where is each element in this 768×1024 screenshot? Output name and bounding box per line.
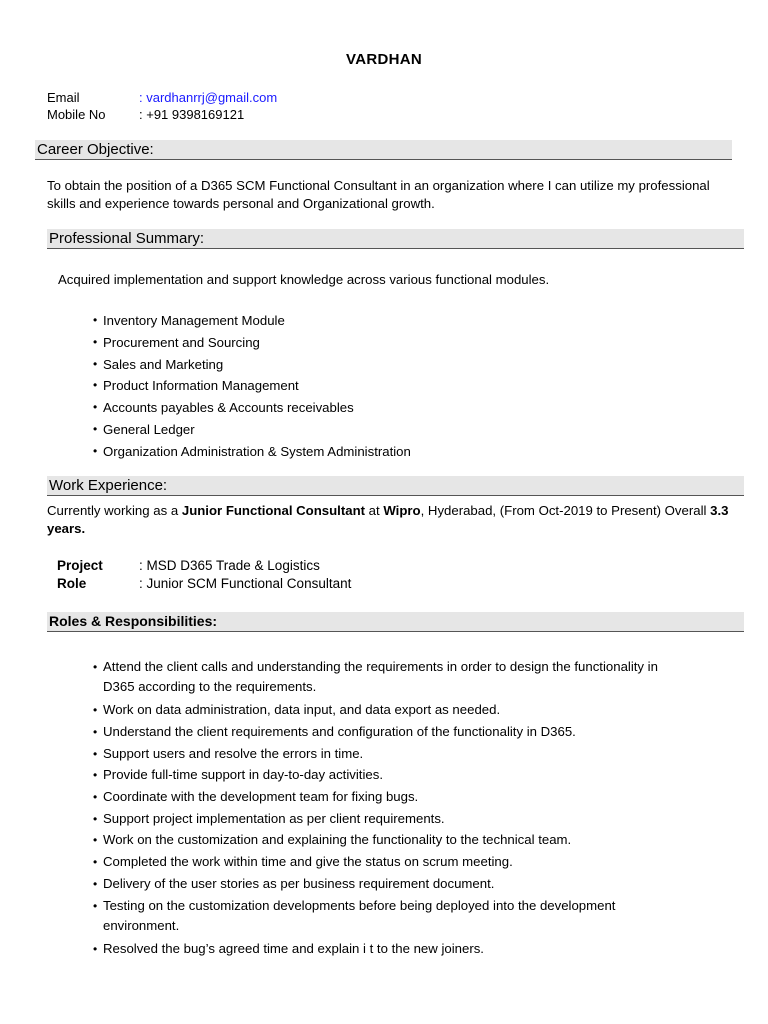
mobile-value: : +91 9398169121	[139, 107, 245, 122]
responsibilities-list	[57, 657, 677, 959]
list-item: • Accounts payables & Accounts receivables	[57, 397, 697, 419]
list-item: • Sales and Marketing	[57, 354, 697, 376]
list-item: • Organization Administration & System Administration	[57, 441, 697, 463]
email-row	[47, 90, 277, 105]
list-item: • Coordinate with the development team for fixing bugs.	[57, 787, 677, 807]
work-role-title: Junior Functional Consultant	[181, 503, 366, 518]
project-row	[57, 558, 320, 573]
roles-heading: Roles & Responsibilities:	[47, 612, 744, 632]
list-item: • Product Information Management	[57, 375, 697, 397]
work-experience-summary	[47, 502, 737, 538]
list-item: • Testing on the customization developments before being deployed into the development environment.	[57, 896, 677, 936]
list-item: • Inventory Management Module	[57, 310, 697, 332]
work-prefix: Currently working as a	[47, 503, 182, 518]
mobile-row	[47, 107, 244, 122]
list-item: • Understand the client requirements and configuration of the functionality in D365.	[57, 722, 677, 742]
project-value: : MSD D365 Trade & Logistics	[139, 558, 320, 573]
mobile-label: Mobile No	[47, 107, 106, 122]
list-item: • Provide full-time support in day-to-day activities.	[57, 765, 677, 785]
modules-list	[57, 310, 697, 463]
role-value: : Junior SCM Functional Consultant	[139, 576, 352, 591]
career-objective-heading: Career Objective:	[35, 140, 732, 160]
work-details: , Hyderabad, (From Oct-2019 to Present) Overall	[420, 503, 711, 518]
list-item: • Resolved the bug’s agreed time and explain i t to the new joiners.	[57, 939, 677, 959]
list-item: • Work on the customization and explaining the functionality to the technical team.	[57, 830, 677, 850]
list-item: • Procurement and Sourcing	[57, 332, 697, 354]
career-objective-text: To obtain the position of a D365 SCM Functional Consultant in an organization where I can utilize my professional skills and experience towards personal and Organizational growth.	[47, 178, 710, 211]
list-item: • Support project implementation as per client requirements.	[57, 809, 677, 829]
project-label: Project	[57, 558, 103, 573]
professional-summary-heading: Professional Summary:	[47, 229, 744, 249]
list-item: • Attend the client calls and understanding the requirements in order to design the functionality in D365 according to the requirements.	[57, 657, 677, 697]
work-total: 3.3 years.	[47, 503, 729, 536]
candidate-name: VARDHAN	[346, 51, 422, 68]
role-row	[57, 576, 351, 591]
role-label: Role	[57, 576, 87, 591]
work-at: at	[365, 503, 384, 518]
email-link[interactable]: : vardhanrrj@gmail.com	[139, 90, 278, 105]
list-item: • Support users and resolve the errors in time.	[57, 744, 677, 764]
list-item: • Delivery of the user stories as per business requirement document.	[57, 874, 677, 894]
list-item: • General Ledger	[57, 419, 697, 441]
list-item: • Work on data administration, data input, and data export as needed.	[57, 700, 677, 720]
work-experience-heading: Work Experience:	[47, 476, 744, 496]
work-company: Wipro	[383, 503, 421, 518]
email-label: Email	[47, 90, 80, 105]
professional-summary-intro: Acquired implementation and support knowledge across various functional modules.	[58, 272, 550, 287]
list-item: • Completed the work within time and give the status on scrum meeting.	[57, 852, 677, 872]
